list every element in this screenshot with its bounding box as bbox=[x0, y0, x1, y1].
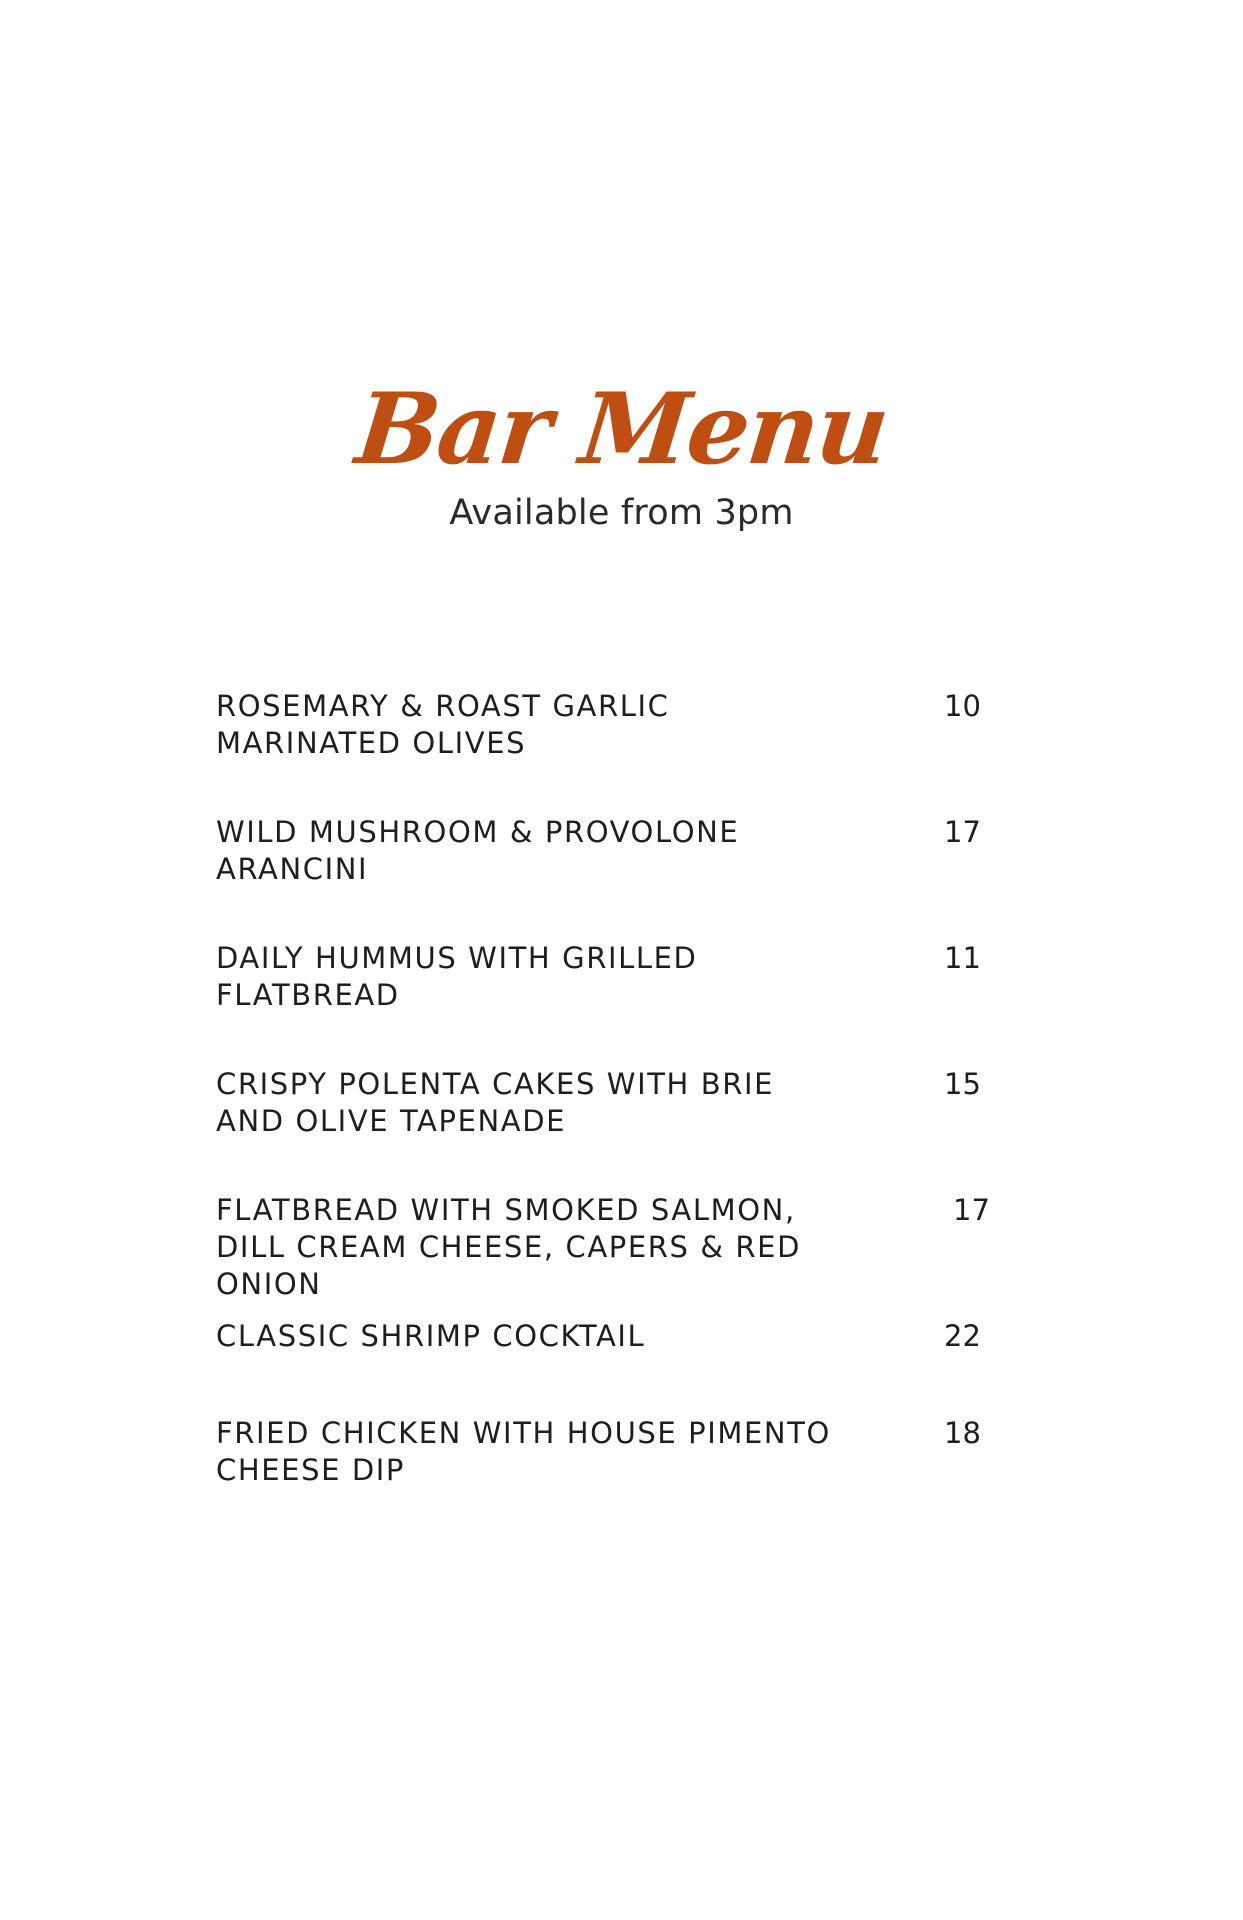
menu-item bbox=[216, 1318, 996, 1415]
menu-item-price: 10 bbox=[944, 689, 981, 723]
menu-item bbox=[216, 1192, 996, 1318]
menu-subtitle: Available from 3pm bbox=[449, 493, 794, 533]
menu-item bbox=[216, 940, 996, 1066]
menu-item-price: 17 bbox=[944, 815, 981, 849]
menu-item-name: ROSEMARY & ROAST GARLIC MARINATED OLIVES bbox=[216, 689, 670, 760]
menu-item bbox=[216, 1415, 996, 1541]
menu-item bbox=[216, 1066, 996, 1192]
menu-item-price: 22 bbox=[944, 1319, 981, 1353]
menu-item-name: CLASSIC SHRIMP COCKTAIL bbox=[216, 1319, 646, 1353]
menu-item-list bbox=[216, 688, 996, 1541]
menu-item-name: FRIED CHICKEN WITH HOUSE PIMENTO CHEESE DIP bbox=[216, 1416, 831, 1487]
menu-item-name: FLATBREAD WITH SMOKED SALMON, DILL CREAM CHEESE, CAPERS & RED ONION bbox=[216, 1193, 801, 1301]
menu-item-price: 11 bbox=[944, 941, 981, 975]
menu-item-price: 17 bbox=[953, 1193, 990, 1227]
menu-item-price: 18 bbox=[944, 1416, 981, 1450]
menu-item bbox=[216, 814, 996, 940]
menu-item-name: WILD MUSHROOM & PROVOLONE ARANCINI bbox=[216, 815, 740, 886]
menu-title: Bar Menu bbox=[350, 372, 893, 487]
menu-header bbox=[0, 372, 1243, 533]
menu-item bbox=[216, 688, 996, 814]
menu-item-price: 15 bbox=[944, 1067, 981, 1101]
menu-item-name: DAILY HUMMUS WITH GRILLED FLATBREAD bbox=[216, 941, 698, 1012]
menu-item-name: CRISPY POLENTA CAKES WITH BRIE AND OLIVE TAPENADE bbox=[216, 1067, 775, 1138]
